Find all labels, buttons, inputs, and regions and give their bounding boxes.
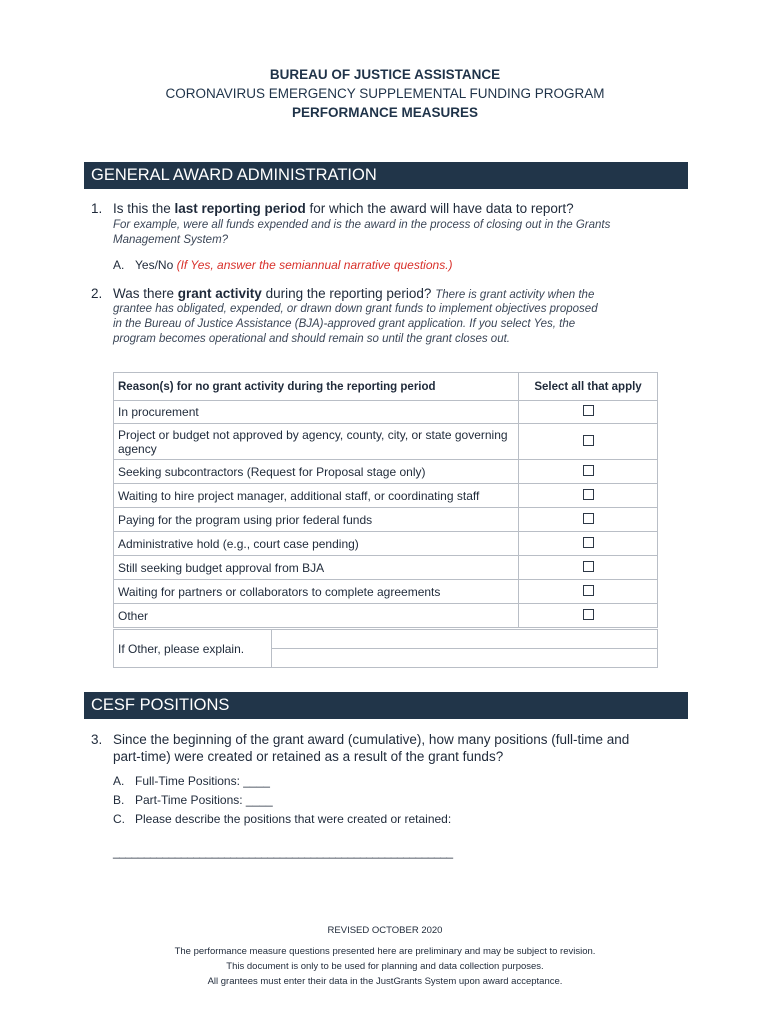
table-row <box>114 508 658 532</box>
footer-note-3: All grantees must enter their data in the JustGrants System upon award acceptance. <box>207 976 563 987</box>
table-row <box>114 532 658 556</box>
reason-label: Paying for the program using prior federal funds <box>114 508 519 532</box>
question-2-note-line3: in the Bureau of Justice Assistance (BJA)-approved grant application. If you select Yes, the <box>113 318 576 330</box>
full-time-positions-field[interactable]: Full-Time Positions: ____ <box>135 774 270 788</box>
table-row <box>114 401 658 424</box>
option-c-label: C. <box>113 812 125 826</box>
question-1-option-a <box>113 258 453 272</box>
table-header-row <box>114 373 658 401</box>
question-2-text-post: during the reporting period? <box>261 286 436 301</box>
reason-checkbox[interactable] <box>583 489 594 500</box>
reason-label: In procurement <box>114 401 519 424</box>
option-c-text: Please describe the positions that were created or retained: <box>135 812 452 826</box>
table-row <box>114 424 658 460</box>
table-row <box>114 556 658 580</box>
table-header-reasons: Reason(s) for no grant activity during the reporting period <box>114 373 519 401</box>
table-header-select: Select all that apply <box>519 373 658 401</box>
question-1-text-bold: last reporting period <box>174 201 306 216</box>
question-2-note-line2: grantee has obligated, expended, or drawn down grant funds to implement objectives proposed <box>113 303 598 315</box>
table-row <box>114 604 658 628</box>
revised-date: REVISED OCTOBER 2020 <box>327 925 443 936</box>
reason-checkbox[interactable] <box>583 537 594 548</box>
question-1 <box>91 201 574 216</box>
option-a-note: (If Yes, answer the semiannual narrative questions.) <box>176 258 453 272</box>
table-row <box>114 460 658 484</box>
question-1-number: 1. <box>91 201 103 216</box>
reason-checkbox[interactable] <box>583 585 594 596</box>
reason-checkbox[interactable] <box>583 405 594 416</box>
other-explain-field-2[interactable] <box>272 649 658 668</box>
section-general-award-administration: GENERAL AWARD ADMINISTRATION <box>84 162 688 189</box>
section-cesf-positions: CESF POSITIONS <box>84 692 688 719</box>
footer-note-1: The performance measure questions presented here are preliminary and may be subject to revision. <box>174 946 596 957</box>
table-row <box>114 580 658 604</box>
header-title: PERFORMANCE MEASURES <box>291 105 478 120</box>
part-time-positions-field[interactable]: Part-Time Positions: ____ <box>135 793 273 807</box>
reason-checkbox[interactable] <box>583 513 594 524</box>
question-2-note-line4: program becomes operational and should remain so until the grant closes out. <box>113 333 510 345</box>
question-2-text-pre: Was there <box>113 286 178 301</box>
option-a-text: Yes/No <box>135 258 177 272</box>
question-3 <box>91 732 629 747</box>
reason-checkbox[interactable] <box>583 465 594 476</box>
reason-checkbox[interactable] <box>583 561 594 572</box>
reason-label: Project or budget not approved by agency, county, city, or state governing agency <box>114 424 519 460</box>
question-3-line2: part-time) were created or retained as a result of the grant funds? <box>113 749 504 764</box>
option-a-label: A. <box>113 258 125 272</box>
question-1-note-line2: Management System? <box>113 234 229 246</box>
other-explain-label: If Other, please explain. <box>114 630 272 668</box>
footer-note-2: This document is only to be used for planning and data collection purposes. <box>226 961 544 972</box>
question-2 <box>91 286 594 301</box>
header-program: CORONAVIRUS EMERGENCY SUPPLEMENTAL FUNDING PROGRAM <box>165 86 605 101</box>
question-3-line1: Since the beginning of the grant award (cumulative), how many positions (full-time and <box>113 732 630 747</box>
reason-checkbox[interactable] <box>583 609 594 620</box>
question-1-note-line1: For example, were all funds expended and is the award in the process of closing out in the Grants <box>113 219 611 231</box>
reason-label: Seeking subcontractors (Request for Proposal stage only) <box>114 460 519 484</box>
question-1-text-post: for which the award will have data to report? <box>305 201 574 216</box>
other-explain-table <box>113 629 658 668</box>
question-2-note-line1: There is grant activity when the <box>435 289 595 301</box>
question-3-number: 3. <box>91 732 103 747</box>
question-3-option-c <box>113 812 451 826</box>
option-a-label: A. <box>113 774 125 788</box>
reason-label: Other <box>114 604 519 628</box>
no-activity-reasons-table <box>113 372 658 628</box>
reason-label: Still seeking budget approval from BJA <box>114 556 519 580</box>
question-3-option-b <box>113 793 273 807</box>
reason-label: Administrative hold (e.g., court case pending) <box>114 532 519 556</box>
question-2-text-bold: grant activity <box>177 286 262 301</box>
other-explain-field-1[interactable] <box>272 630 658 649</box>
question-2-number: 2. <box>91 286 103 301</box>
reason-checkbox[interactable] <box>583 435 594 446</box>
reason-label: Waiting for partners or collaborators to complete agreements <box>114 580 519 604</box>
option-b-label: B. <box>113 793 125 807</box>
positions-description-field[interactable]: _______________________________________________________ <box>113 845 453 859</box>
header-agency: BUREAU OF JUSTICE ASSISTANCE <box>269 67 501 82</box>
table-row <box>114 484 658 508</box>
question-1-text-pre: Is this the <box>113 201 175 216</box>
reason-label: Waiting to hire project manager, additional staff, or coordinating staff <box>114 484 519 508</box>
question-3-option-a <box>113 774 270 788</box>
